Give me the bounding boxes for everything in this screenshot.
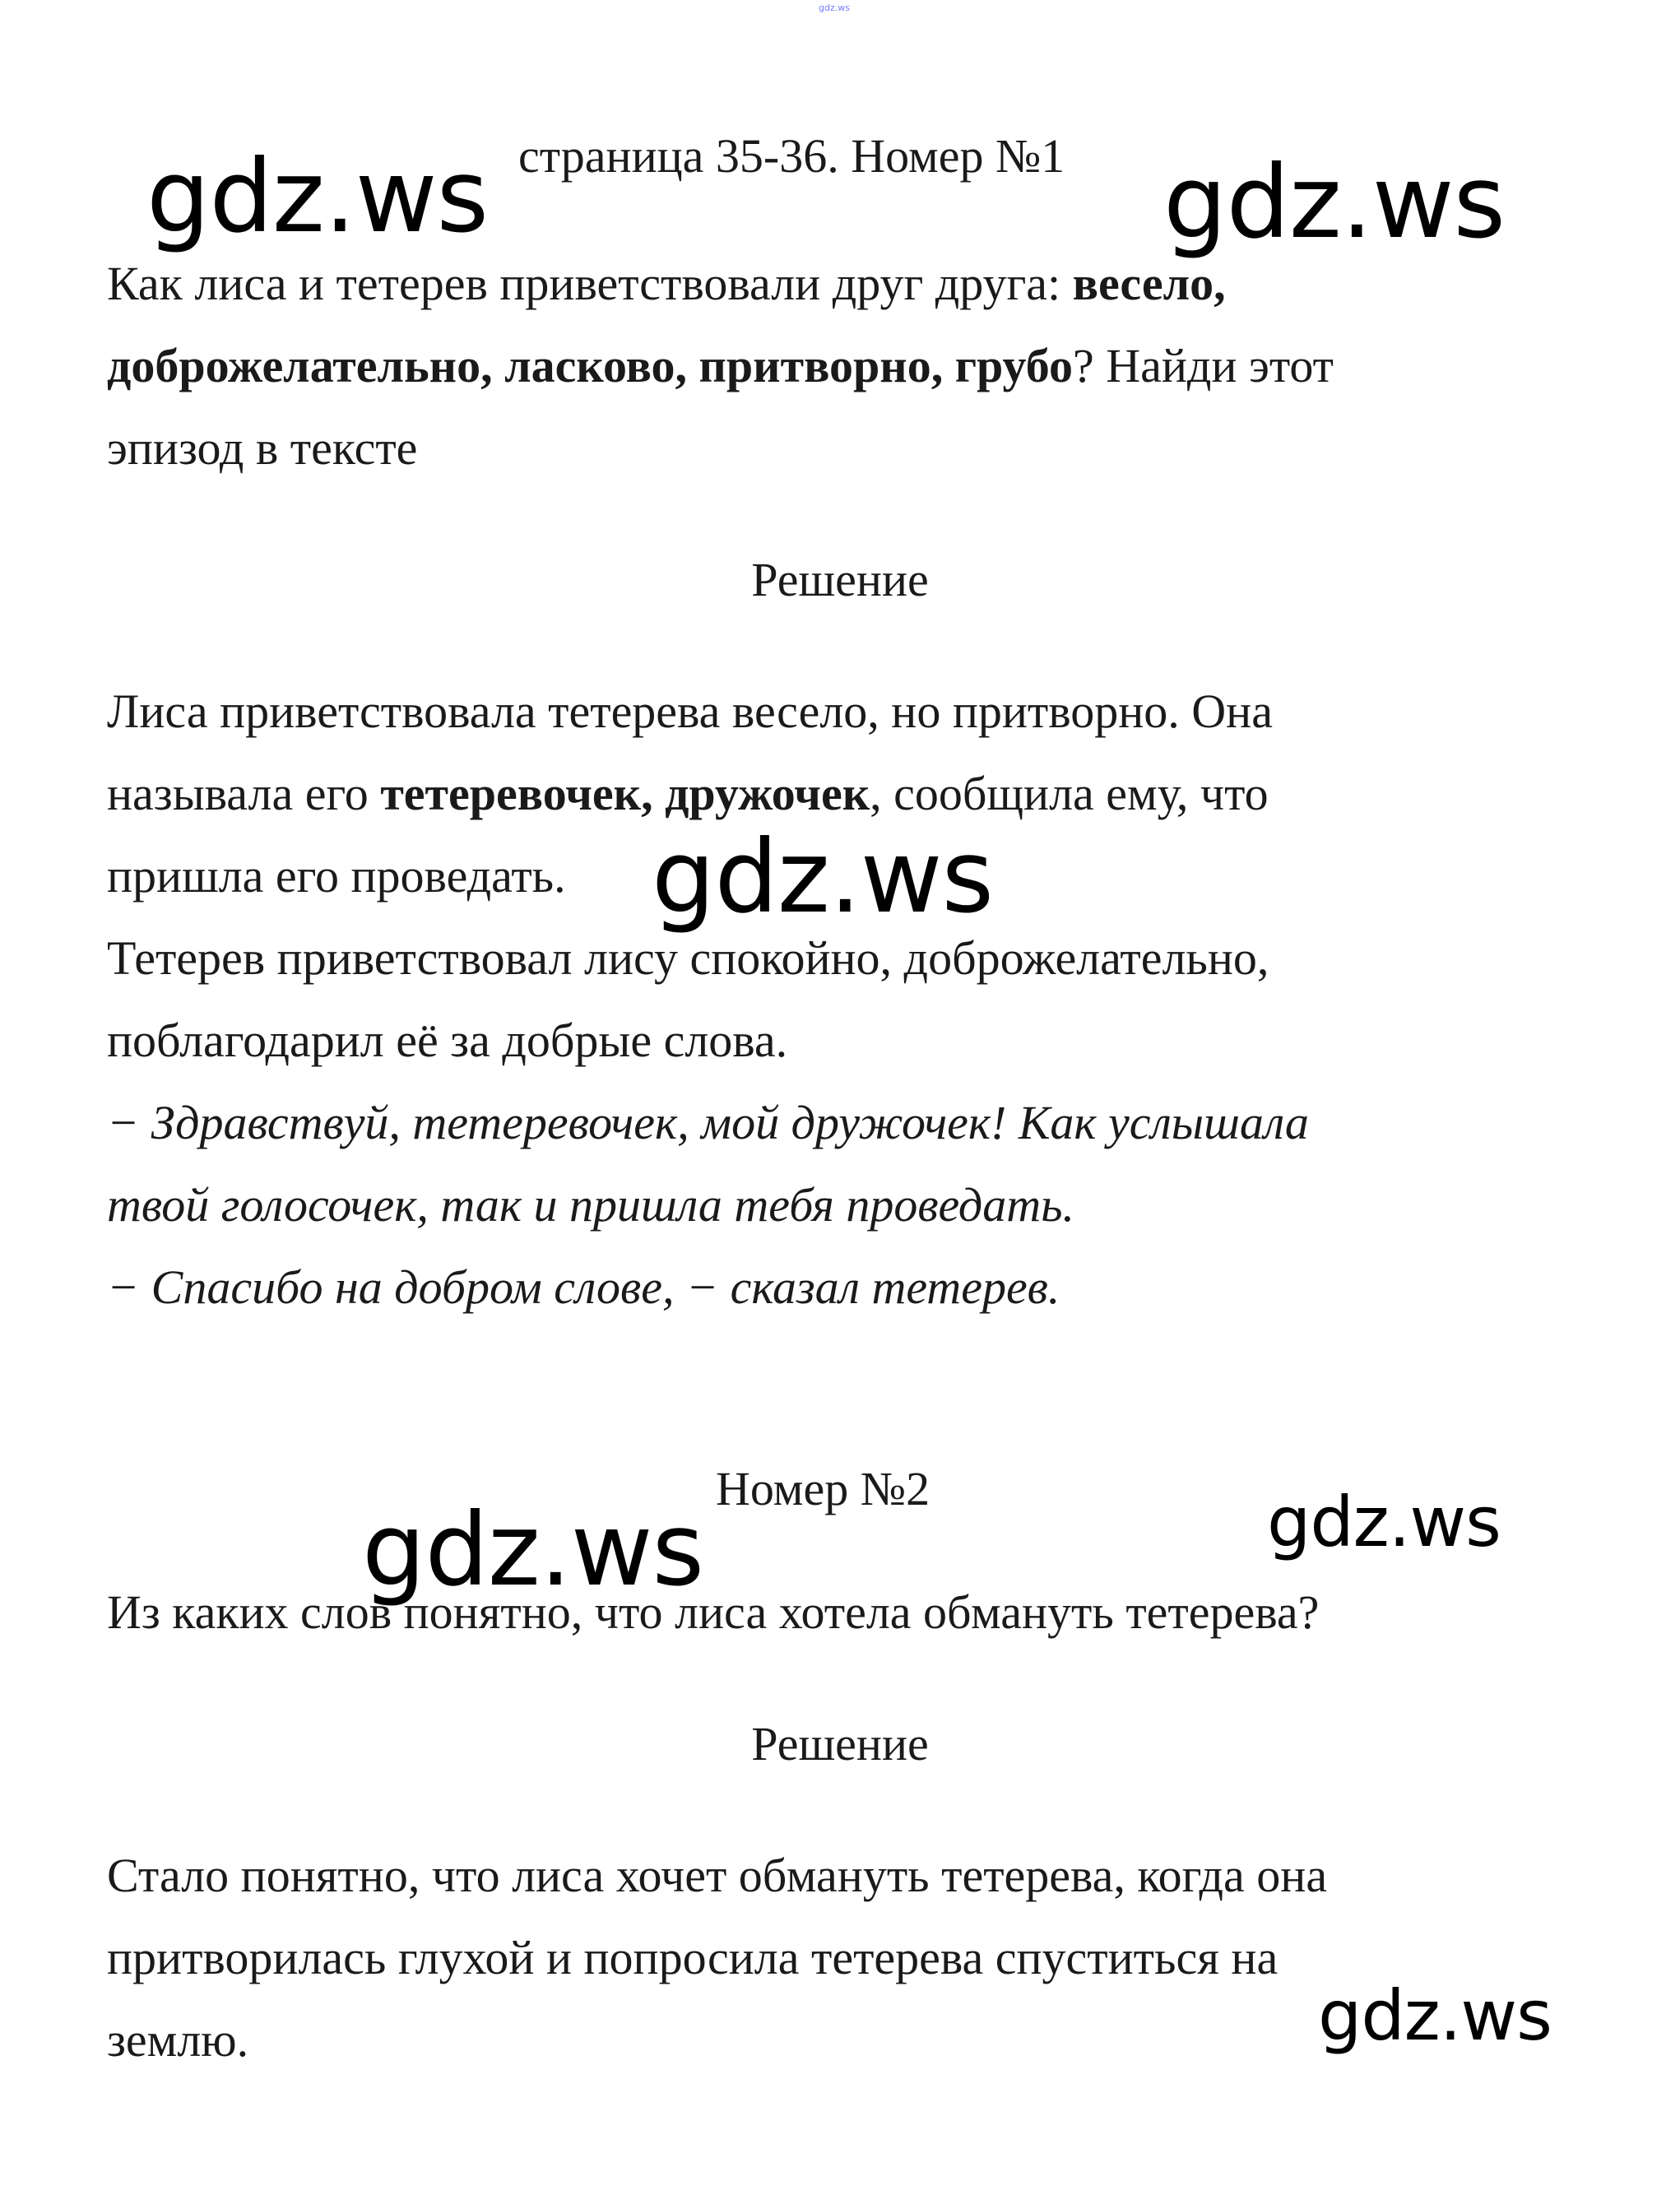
- answer1-line: поблагодарил её за добрые слова.: [107, 1014, 788, 1067]
- answer1-bold: тетеревочек, дружочек: [380, 767, 870, 820]
- watermark: gdz.ws: [146, 138, 489, 255]
- quote-line: [107, 1246, 1060, 1329]
- answer1-line: Тетерев приветствовал лису спокойно, доброжелательно,: [107, 931, 1269, 985]
- watermark: gdz.ws: [1163, 144, 1506, 261]
- quote-text: − Спасибо на добром слове, − сказал тетерев.: [107, 1260, 1060, 1314]
- question1-bold-options: весело,: [1072, 257, 1226, 310]
- section2-header: Номер №2: [716, 1462, 930, 1515]
- quote-line: [107, 1164, 1074, 1246]
- answer1-line: Лиса приветствовала тетерева весело, но притворно. Она: [107, 684, 1273, 738]
- question1-line3: эпизод в тексте: [107, 421, 418, 475]
- question1-bold-options: доброжелательно, ласково, притворно, грубо: [107, 339, 1073, 392]
- watermark: gdz.ws: [652, 819, 994, 935]
- solution1-label: Решение: [751, 553, 929, 606]
- question1-text: Как лиса и тетерев приветствовали друг друга:: [107, 257, 1073, 310]
- question1-line2: [107, 325, 1334, 407]
- answer1-text: называла его: [107, 767, 381, 820]
- question1-text: ? Найди этот: [1073, 339, 1334, 392]
- watermark: gdz.ws: [362, 1492, 704, 1608]
- quote-text: твой голосочек, так и пришла тебя проведать.: [107, 1178, 1074, 1232]
- answer1-line: пришла его проведать.: [107, 849, 566, 903]
- quote-line: [107, 1082, 1309, 1164]
- section1-header: страница 35-36. Номер №1: [518, 129, 1065, 183]
- question2: Из каких слов понятно, что лиса хотела обмануть тетерева?: [107, 1585, 1320, 1639]
- answer1-text: , сообщила ему, что: [870, 767, 1269, 820]
- solution2-label: Решение: [751, 1717, 929, 1770]
- question1-line1: [107, 243, 1226, 325]
- answer2-line: землю.: [107, 2013, 249, 2067]
- quote-text: − Здравствуй, тетеревочек, мой дружочек! Как услышала: [107, 1096, 1309, 1149]
- watermark: gdz.ws: [1267, 1482, 1501, 1562]
- watermark-small: gdz.ws: [819, 2, 850, 13]
- watermark: gdz.ws: [1318, 1975, 1552, 2056]
- answer2-line: притворилась глухой и попросила тетерева спуститься на: [107, 1931, 1279, 1984]
- answer2-line: Стало понятно, что лиса хочет обмануть тетерева, когда она: [107, 1849, 1328, 1902]
